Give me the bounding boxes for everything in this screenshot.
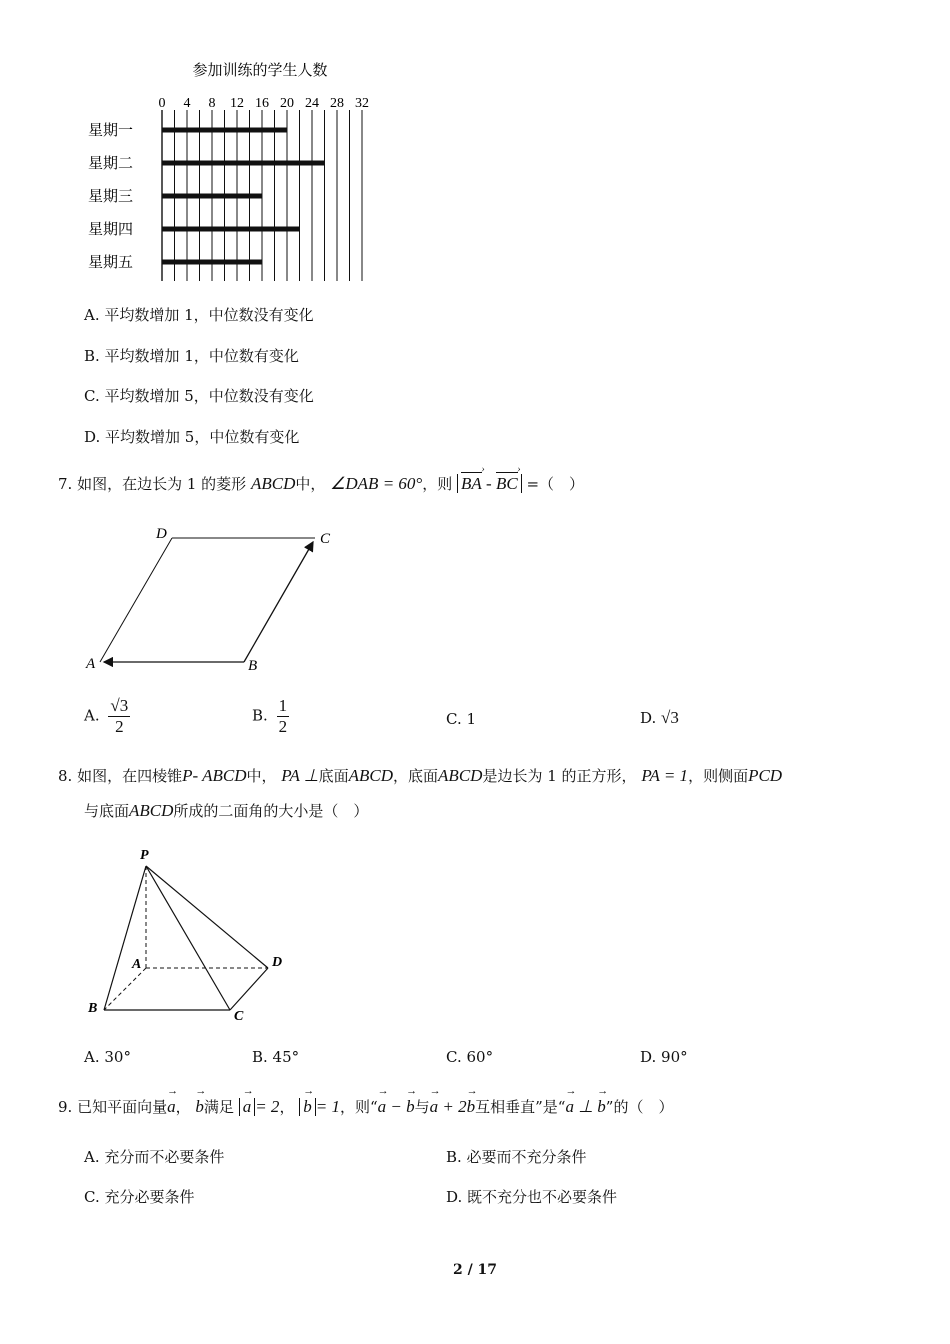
edge-pc xyxy=(146,866,230,1010)
label-c: C xyxy=(320,531,331,547)
q9-vector-b: → b xyxy=(195,1097,204,1117)
category-label: 星期四 xyxy=(88,222,134,238)
q8-base3: ABCD xyxy=(129,801,174,820)
q8-number: 8. xyxy=(58,767,73,785)
q9-expr2-b: → b xyxy=(467,1097,476,1117)
q7-option-d xyxy=(640,708,679,728)
q8-line1-c: 底面 xyxy=(318,767,349,785)
q7-text-c: ，则 xyxy=(422,475,453,493)
q6-option-a: A. 平均数增加 1，中位数没有变化 xyxy=(84,306,314,324)
label-p: P xyxy=(140,848,149,863)
bar xyxy=(162,161,325,166)
x-tick-label: 4 xyxy=(183,96,191,111)
category-label: 星期三 xyxy=(88,189,134,205)
category-label: 星期一 xyxy=(88,123,134,139)
bar xyxy=(162,194,262,199)
x-tick-label: 28 xyxy=(330,96,344,111)
q9-option-d: D. 既不充分也不必要条件 xyxy=(446,1188,618,1206)
q8-option-d: D. 90° xyxy=(640,1048,688,1066)
q9-norm-b xyxy=(299,1098,316,1116)
x-tick-label: 32 xyxy=(355,96,369,111)
q8-option-b: B. 45° xyxy=(252,1048,300,1066)
x-tick-label: 8 xyxy=(208,96,216,111)
q9-option-a: A. 充分而不必要条件 xyxy=(84,1148,225,1166)
q8-base1: ABCD xyxy=(348,766,394,785)
q8-line1-b: 中， xyxy=(246,767,277,785)
q7-stem xyxy=(58,473,584,494)
q7-vector-bc: BC › xyxy=(496,474,518,494)
q7-option-b-fraction xyxy=(277,696,290,737)
q7-option-b-prefix: B. xyxy=(252,706,268,725)
q8-line2-b: 所成的二面角的大小是（ ） xyxy=(173,802,369,820)
pyramid-figure xyxy=(80,840,300,1030)
q9-vector-a: → a xyxy=(167,1097,176,1117)
q9-text-e: ，则“ xyxy=(339,1098,378,1116)
label-b: B xyxy=(88,1001,98,1016)
category-label: 星期五 xyxy=(88,255,134,271)
q8-line1-d: ，底面 xyxy=(393,767,439,785)
label-b: B xyxy=(248,658,258,674)
q6-option-c: C. 平均数增加 5，中位数没有变化 xyxy=(84,387,314,405)
q8-stem-line1 xyxy=(58,765,782,786)
label-c: C xyxy=(234,1009,244,1024)
q7-text-a: 如图，在边长为 1 的菱形 xyxy=(77,475,247,493)
q7-option-a xyxy=(84,696,130,737)
q9-expr3-a: → a xyxy=(565,1097,574,1117)
q6-option-d: D. 平均数增加 5，中位数有变化 xyxy=(84,428,300,446)
q9-text-c: 满足 xyxy=(203,1098,234,1116)
bar xyxy=(162,128,287,133)
q9-text-a: 已知平面向量 xyxy=(77,1098,168,1116)
q7-shape: ABCD xyxy=(250,474,296,493)
x-tick-label: 16 xyxy=(255,96,269,111)
q9-expr2-op: + 2 xyxy=(438,1097,467,1116)
q8-option-a: A. 30° xyxy=(84,1048,131,1066)
chart-title: 参加训练的学生人数 xyxy=(192,63,328,79)
rhombus-side-ad xyxy=(100,538,172,662)
training-bar-chart xyxy=(80,55,400,285)
x-tick-label: 20 xyxy=(280,96,294,111)
q9-expr1-b: → b xyxy=(406,1097,415,1117)
q9-norm-a-vector: → a xyxy=(243,1097,252,1117)
q9-cond2: = 1 xyxy=(315,1097,340,1116)
q8-line1-f: ，则侧面 xyxy=(688,767,749,785)
q7-text-b: 中， xyxy=(295,475,326,493)
q8-line1-e: 是边长为 1 的正方形， xyxy=(482,767,637,785)
q6-option-b: B. 平均数增加 1，中位数有变化 xyxy=(84,347,299,365)
label-a: A xyxy=(86,656,96,672)
q7-angle: ∠DAB = 60° xyxy=(330,474,423,493)
q8-cond1: PA ⊥ xyxy=(281,766,319,785)
q9-number: 9. xyxy=(58,1098,73,1116)
x-tick-label: 12 xyxy=(230,96,244,111)
q7-option-a-fraction xyxy=(108,696,130,737)
q9-text-g: 互相垂直”是“ xyxy=(475,1098,566,1116)
q9-expr1-a: → a xyxy=(378,1097,387,1117)
q9-norm-a xyxy=(239,1098,256,1116)
q9-text-b: ， xyxy=(175,1098,191,1116)
label-d: D xyxy=(156,526,167,542)
q7-vector-ba: BA › xyxy=(461,474,482,494)
q9-stem xyxy=(58,1096,673,1117)
q7-option-c: C. 1 xyxy=(446,710,477,728)
q9-option-c: C. 充分必要条件 xyxy=(84,1188,195,1206)
q9-cond1: = 2 xyxy=(255,1097,280,1116)
label-a: A xyxy=(132,957,142,972)
q8-cond2: PA = 1 xyxy=(641,766,689,785)
vector-bc-arrow xyxy=(244,542,313,662)
q7-minus: - xyxy=(481,474,496,493)
q7-option-a-numerator: √3 xyxy=(110,696,129,715)
q9-expr1-op: − xyxy=(386,1097,407,1116)
q9-norm-b-vector: → b xyxy=(303,1097,312,1117)
edge-pd xyxy=(146,866,268,968)
q9-expr3-op: ⊥ xyxy=(573,1097,598,1116)
q7-option-d-prefix: D. xyxy=(640,709,657,727)
q9-option-b: B. 必要而不充分条件 xyxy=(446,1148,587,1166)
q8-base2: ABCD xyxy=(438,766,483,785)
edge-cd xyxy=(230,968,268,1010)
q7-text-d: =（ ） xyxy=(526,475,585,493)
q9-text-f: 与 xyxy=(414,1098,430,1116)
q9-text-h: ”的（ ） xyxy=(605,1098,674,1116)
x-tick-label: 0 xyxy=(158,96,166,111)
q7-option-b xyxy=(252,696,289,737)
label-d: D xyxy=(272,955,283,970)
q9-text-d: ， xyxy=(279,1098,295,1116)
q7-option-a-denominator: 2 xyxy=(115,717,124,736)
q7-number: 7. xyxy=(58,475,73,493)
q8-line2-a: 与底面 xyxy=(84,802,130,820)
q8-face: PCD xyxy=(748,766,783,785)
q8-pyramid: P- ABCD xyxy=(182,766,247,785)
q8-option-c: C. 60° xyxy=(446,1048,494,1066)
q7-option-b-denominator: 2 xyxy=(278,717,288,736)
q9-expr2-a: → a xyxy=(430,1097,439,1117)
x-tick-label: 24 xyxy=(305,96,319,111)
page-number: 2 / 17 xyxy=(452,1262,498,1278)
q7-option-b-numerator: 1 xyxy=(278,696,288,715)
q7-vector-difference xyxy=(457,474,522,493)
bar xyxy=(162,260,262,265)
q8-stem-line2 xyxy=(84,800,368,821)
q8-line1-a: 如图，在四棱锥 xyxy=(77,767,183,785)
q7-option-d-value: √3 xyxy=(661,708,679,727)
bar xyxy=(162,227,300,232)
rhombus-figure xyxy=(80,520,350,680)
category-label: 星期二 xyxy=(88,156,134,172)
q7-option-a-prefix: A. xyxy=(84,706,100,725)
q9-expr3-b: → b xyxy=(597,1097,606,1117)
